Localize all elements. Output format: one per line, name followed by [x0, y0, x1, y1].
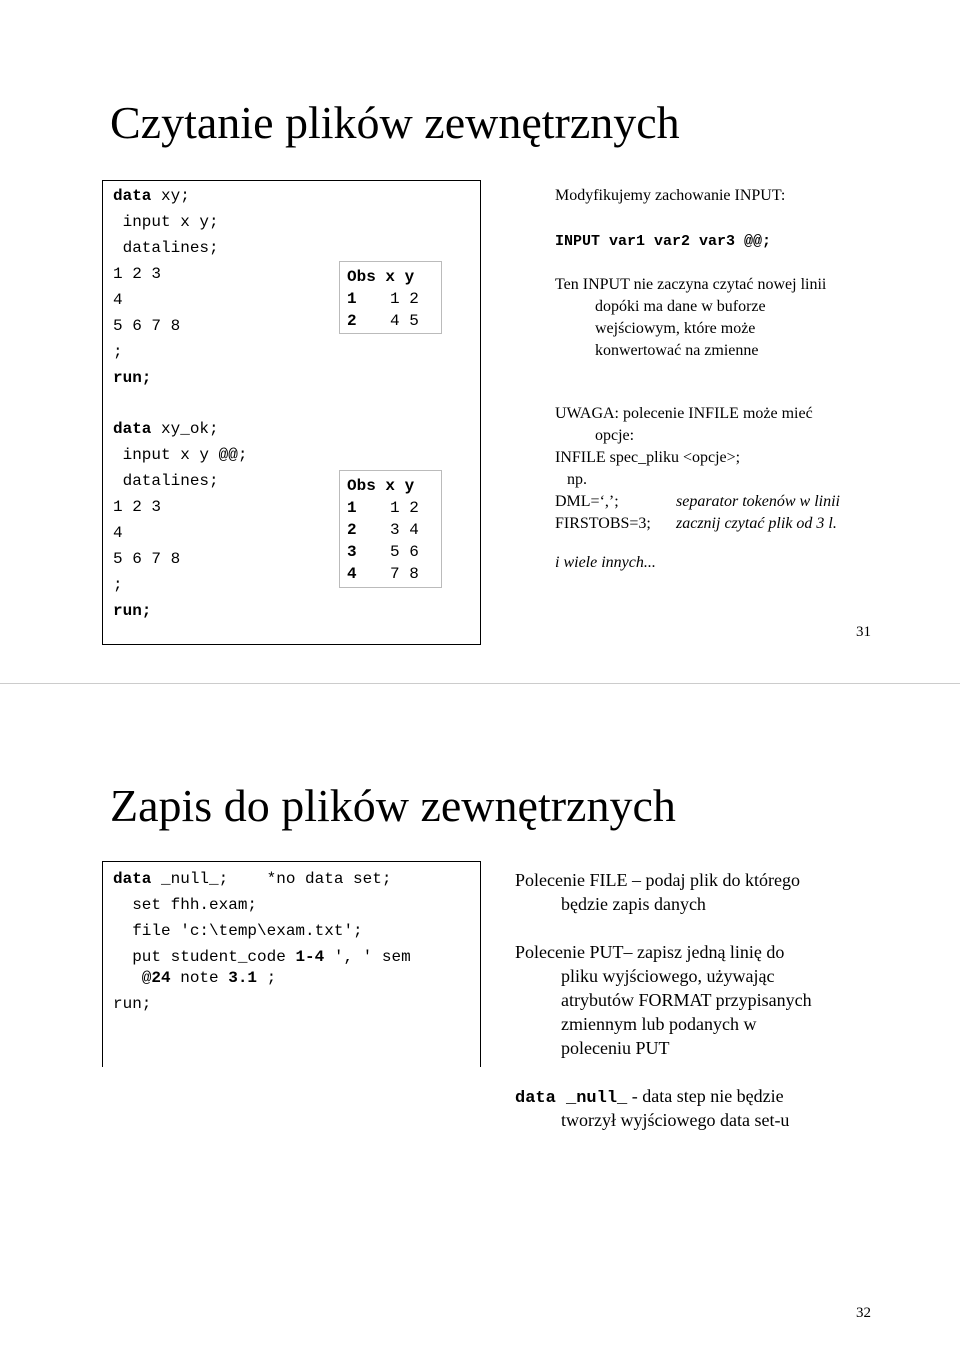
table-row-values: 3 4 — [390, 521, 419, 539]
code-line: ; — [113, 576, 123, 594]
option-description: zacznij czytać plik od 3 l. — [676, 515, 837, 532]
code-line: run; — [113, 995, 152, 1013]
code-line: data xy; — [113, 187, 190, 205]
output-table-2 — [339, 470, 442, 588]
table-row: 3 — [347, 543, 357, 561]
paragraph-line: zmiennym lub podanych w — [561, 1014, 757, 1034]
paragraph-line: atrybutów FORMAT przypisanych — [561, 990, 812, 1010]
slide2-title: Zapis do plików zewnętrznych — [110, 780, 676, 831]
paragraph-line: pliku wyjściowego, używając — [561, 966, 775, 986]
output-table-1 — [339, 261, 442, 334]
code-line: 4 — [113, 291, 123, 309]
page-number: 32 — [856, 1305, 871, 1321]
table-row: 2 — [347, 521, 357, 539]
table-row: 2 — [347, 312, 357, 330]
paragraph-line: tworzył wyjściowego data set-u — [561, 1110, 790, 1130]
paragraph-line: wejściowym, które może — [595, 320, 756, 337]
code-line: set fhh.exam; — [113, 896, 258, 914]
code-line: @24 note 3.1 ; — [113, 969, 277, 987]
code-line: input x y @@; — [113, 446, 248, 464]
page-number: 31 — [856, 624, 871, 640]
code-line: put student_code 1-4 ', ' sem — [113, 948, 411, 966]
table-row-values: 1 2 — [390, 290, 419, 308]
option-description: separator tokenów w linii — [676, 493, 840, 510]
null-note: data _null_ - data step nie będzie — [515, 1086, 784, 1108]
table-row: 1 — [347, 290, 357, 308]
warning-line: UWAGA: polecenie INFILE może mieć — [555, 405, 813, 422]
option-label: DML=‘,’; — [555, 493, 619, 510]
code-line: data xy_ok; — [113, 420, 219, 438]
table-row-values: 5 6 — [390, 543, 419, 561]
more-options-note: i wiele innych... — [555, 554, 656, 571]
table-row: 4 — [347, 565, 357, 583]
inline-code: data _null_ — [515, 1089, 628, 1108]
code-line: input x y; — [113, 213, 219, 231]
table-row: 1 — [347, 499, 357, 517]
code-line: datalines; — [113, 239, 219, 257]
code-line: 5 6 7 8 — [113, 317, 181, 335]
page-divider — [0, 683, 960, 684]
warning-line: INFILE spec_pliku <opcje>; — [555, 449, 741, 466]
table-header: Obs x y — [347, 477, 415, 495]
warning-line: opcje: — [595, 427, 635, 444]
paragraph-line: Polecenie FILE – podaj plik do którego — [515, 870, 800, 890]
intro-text: Modyfikujemy zachowanie INPUT: — [555, 187, 786, 204]
paragraph-line: będzie zapis danych — [561, 894, 706, 914]
code-line: file 'c:\temp\exam.txt'; — [113, 922, 363, 940]
code-line: run; — [113, 602, 152, 620]
slide1-title: Czytanie plików zewnętrznych — [110, 97, 680, 148]
code-line: 1 2 3 — [113, 498, 162, 516]
option-label: FIRSTOBS=3; — [555, 515, 651, 532]
code-line: 1 2 3 — [113, 265, 162, 283]
table-row-values: 1 2 — [390, 499, 419, 517]
paragraph-line: konwertować na zmienne — [595, 342, 759, 359]
table-header: Obs x y — [347, 268, 415, 286]
paragraph-line: Ten INPUT nie zaczyna czytać nowej linii — [555, 276, 827, 293]
code-line: 4 — [113, 524, 123, 542]
table-row-values: 7 8 — [390, 565, 419, 583]
warning-line: np. — [567, 471, 587, 488]
code-line: data _null_; *no data set; — [113, 870, 392, 888]
table-row-values: 4 5 — [390, 312, 419, 330]
paragraph-line: poleceniu PUT — [561, 1038, 670, 1058]
paragraph-line: dopóki ma dane w buforze — [595, 298, 766, 315]
code-line: ; — [113, 343, 123, 361]
code-line: run; — [113, 369, 152, 387]
code-line: datalines; — [113, 472, 219, 490]
code-line: 5 6 7 8 — [113, 550, 181, 568]
paragraph-line: Polecenie PUT– zapisz jedną linię do — [515, 942, 785, 962]
input-syntax: INPUT var1 var2 var3 @@; — [555, 233, 772, 250]
